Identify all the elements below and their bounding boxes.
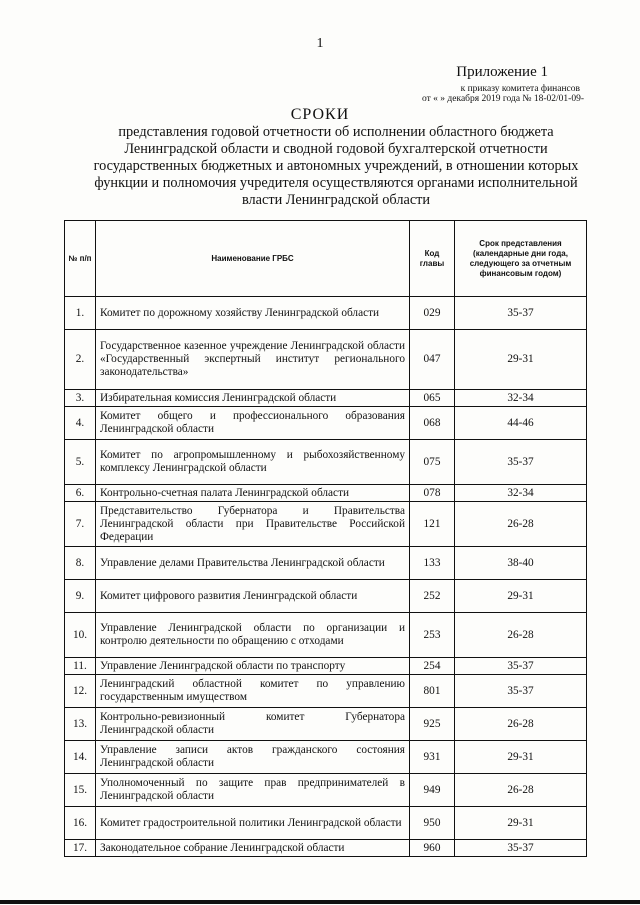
cell-term: 38-40: [455, 547, 587, 580]
cell-name: Представительство Губернатора и Правительства Ленинградской области при Правительстве Российской Федерации: [96, 502, 410, 547]
cell-term: 32-34: [455, 390, 587, 407]
table-body: [65, 297, 587, 857]
cell-term: 35-37: [455, 675, 587, 708]
cell-num: 2.: [65, 330, 96, 390]
cell-name: Комитет по агропромышленному и рыбохозяйственному комплексу Ленинградской области: [96, 440, 410, 485]
cell-term: 35-37: [455, 297, 587, 330]
cell-num: 11.: [65, 658, 96, 675]
cell-num: 9.: [65, 580, 96, 613]
cell-term: 26-28: [455, 502, 587, 547]
table-row: [65, 502, 587, 547]
cell-num: 17.: [65, 840, 96, 857]
page-number: 1: [316, 36, 324, 51]
table-header-row: [65, 221, 587, 297]
table-row: [65, 390, 587, 407]
cell-num: 14.: [65, 741, 96, 774]
cell-code: 029: [410, 297, 455, 330]
cell-term: 35-37: [455, 440, 587, 485]
cell-num: 7.: [65, 502, 96, 547]
cell-code: 133: [410, 547, 455, 580]
cell-code: 252: [410, 580, 455, 613]
cell-term: 35-37: [455, 840, 587, 857]
scan-border: [0, 900, 640, 904]
cell-name: Управление делами Правительства Ленинградской области: [96, 547, 410, 580]
table-row: [65, 485, 587, 502]
cell-name: Комитет цифрового развития Ленинградской области: [96, 580, 410, 613]
cell-code: 121: [410, 502, 455, 547]
document-subtitle: представления годовой отчетности об исполнении областного бюджета Ленинградской области и сводной годовой бухгалтерской отчетности государственных бюджетных и автономных учреждений, в отношении которых функции и полномочия учредителя осуществляются органами исполнительной власти Ленинградской области: [93, 124, 579, 208]
cell-term: 29-31: [455, 580, 587, 613]
table-row: [65, 741, 587, 774]
cell-name: Управление записи актов гражданского состояния Ленинградской области: [96, 741, 410, 774]
cell-code: 960: [410, 840, 455, 857]
cell-term: 29-31: [455, 807, 587, 840]
document-title: СРОКИ: [290, 106, 350, 123]
cell-code: 068: [410, 407, 455, 440]
cell-num: 6.: [65, 485, 96, 502]
cell-name: Ленинградский областной комитет по управлению государственным имуществом: [96, 675, 410, 708]
cell-name: Управление Ленинградской области по организации и контролю деятельности по обращению с отходами: [96, 613, 410, 658]
cell-code: 253: [410, 613, 455, 658]
appendix-reference-line-2: от « » декабря 2019 года № 18-02/01-09-: [422, 94, 584, 104]
table-row: [65, 297, 587, 330]
table-row: [65, 330, 587, 390]
cell-code: 254: [410, 658, 455, 675]
cell-code: 801: [410, 675, 455, 708]
cell-name: Уполномоченный по защите прав предпринимателей в Ленинградской области: [96, 774, 410, 807]
cell-term: 32-34: [455, 485, 587, 502]
cell-code: 078: [410, 485, 455, 502]
table-row: [65, 658, 587, 675]
appendix-title: Приложение 1: [456, 64, 548, 80]
table-row: [65, 407, 587, 440]
cell-num: 4.: [65, 407, 96, 440]
table-row: [65, 613, 587, 658]
table-row: [65, 440, 587, 485]
cell-num: 15.: [65, 774, 96, 807]
cell-code: 065: [410, 390, 455, 407]
cell-name: Комитет по дорожному хозяйству Ленинградской области: [96, 297, 410, 330]
header-term: Срок представления (календарные дни года, следующего за отчетным финансовым годом): [455, 221, 587, 297]
cell-num: 12.: [65, 675, 96, 708]
cell-num: 8.: [65, 547, 96, 580]
cell-term: 35-37: [455, 658, 587, 675]
header-num: № п/п: [65, 221, 96, 297]
table-row: [65, 807, 587, 840]
deadlines-table: [64, 220, 587, 857]
cell-code: 950: [410, 807, 455, 840]
cell-num: 10.: [65, 613, 96, 658]
table-row: [65, 774, 587, 807]
cell-name: Государственное казенное учреждение Ленинградской области «Государственный экспертный институт регионального законодательства»: [96, 330, 410, 390]
cell-code: 949: [410, 774, 455, 807]
cell-code: 047: [410, 330, 455, 390]
cell-term: 29-31: [455, 330, 587, 390]
header-code: Код главы: [410, 221, 455, 297]
cell-name: Контрольно-ревизионный комитет Губернатора Ленинградской области: [96, 708, 410, 741]
appendix-reference-line-1: к приказу комитета финансов: [460, 84, 580, 94]
cell-num: 13.: [65, 708, 96, 741]
cell-name: Управление Ленинградской области по транспорту: [96, 658, 410, 675]
cell-num: 3.: [65, 390, 96, 407]
cell-term: 26-28: [455, 613, 587, 658]
cell-name: Контрольно-счетная палата Ленинградской области: [96, 485, 410, 502]
header-name: Наименование ГРБС: [96, 221, 410, 297]
table-row: [65, 840, 587, 857]
cell-code: 075: [410, 440, 455, 485]
cell-code: 931: [410, 741, 455, 774]
cell-num: 16.: [65, 807, 96, 840]
table-row: [65, 675, 587, 708]
cell-name: Комитет градостроительной политики Ленинградской области: [96, 807, 410, 840]
cell-name: Комитет общего и профессионального образования Ленинградской области: [96, 407, 410, 440]
cell-term: 29-31: [455, 741, 587, 774]
deadlines-table-container: [64, 220, 587, 857]
table-row: [65, 580, 587, 613]
cell-name: Законодательное собрание Ленинградской области: [96, 840, 410, 857]
cell-term: 26-28: [455, 708, 587, 741]
cell-term: 44-46: [455, 407, 587, 440]
cell-num: 5.: [65, 440, 96, 485]
table-row: [65, 708, 587, 741]
cell-num: 1.: [65, 297, 96, 330]
cell-name: Избирательная комиссия Ленинградской области: [96, 390, 410, 407]
cell-term: 26-28: [455, 774, 587, 807]
table-row: [65, 547, 587, 580]
cell-code: 925: [410, 708, 455, 741]
